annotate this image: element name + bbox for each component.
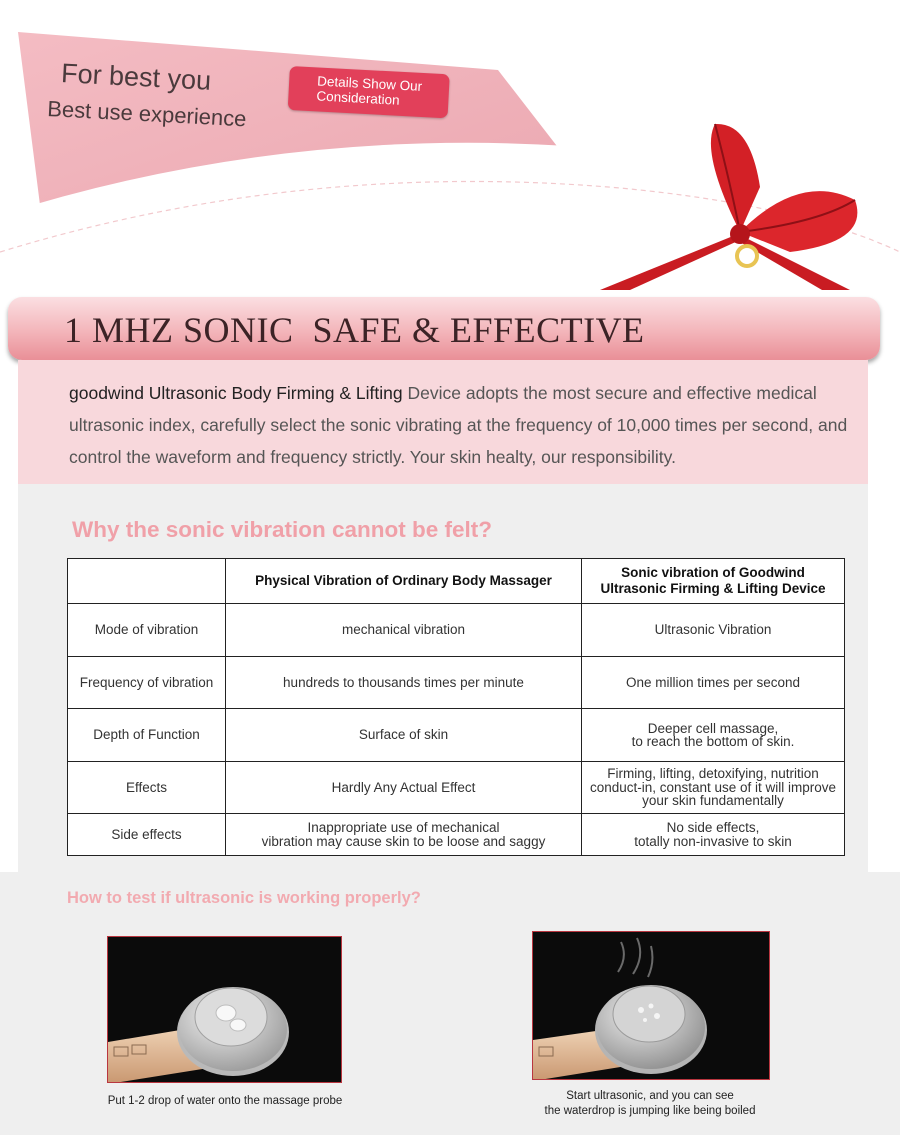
row-ordinary [226, 814, 582, 856]
table-row [68, 762, 845, 814]
details-button-line1: Details Show Our [316, 73, 423, 94]
row-label: Mode of vibration [68, 604, 226, 657]
details-button-line2: Consideration [316, 88, 401, 108]
title-bar [8, 297, 880, 360]
cell-line: Inappropriate use of mechanical [307, 820, 500, 835]
row-label: Depth of Function [68, 709, 226, 762]
cell-line: to reach the bottom of skin. [631, 734, 795, 749]
header-cell-ordinary: Physical Vibration of Ordinary Body Massager [226, 559, 582, 604]
header-cell-goodwind [582, 559, 845, 604]
row-goodwind [582, 814, 845, 856]
intro-paragraph [69, 377, 859, 473]
comparison-heading: Why the sonic vibration cannot be felt? [72, 517, 493, 542]
step2-caption-line2: the waterdrop is jumping like being boiled [544, 1105, 756, 1117]
table-header-row [68, 559, 845, 604]
row-goodwind [582, 709, 845, 762]
cell-line: Firming, lifting, detoxifying, nutrition [607, 766, 819, 782]
cell-line: Deeper cell massage, [647, 720, 779, 736]
comparison-table [67, 558, 845, 856]
step2-caption [520, 1089, 780, 1119]
page-title: 1 MHZ SONIC SAFE & EFFECTIVE [64, 310, 645, 350]
row-label: Side effects [68, 814, 226, 856]
row-ordinary: hundreds to thousands times per minute [226, 657, 582, 709]
details-button[interactable] [288, 66, 450, 118]
row-ordinary: mechanical vibration [226, 604, 582, 657]
table-row [68, 709, 845, 762]
row-label: Frequency of vibration [68, 657, 226, 709]
ribbon-bow-icon [590, 112, 880, 292]
row-goodwind [582, 762, 845, 814]
header-cell-empty [68, 559, 226, 604]
table-row [68, 604, 845, 657]
table-row [68, 657, 845, 709]
intro-brand: goodwind Ultrasonic Body Firming & Lifting [69, 383, 403, 403]
banner-line1: For best you [60, 58, 212, 96]
step2-caption-line1: Start ultrasonic, and you can see [566, 1090, 734, 1102]
header-banner [0, 0, 900, 300]
header-goodwind-line1: Sonic vibration of Goodwind [621, 565, 805, 580]
cell-line: conduct-in, constant use of it will improve [589, 779, 837, 795]
cell-line: totally non-invasive to skin [634, 833, 792, 849]
header-goodwind-line2: Ultrasonic Firming & Lifting Device [600, 581, 826, 596]
row-goodwind: Ultrasonic Vibration [582, 604, 845, 657]
row-label: Effects [68, 762, 226, 814]
intro-body: Device adopts the most secure and effective medical ultrasonic index, carefully select the sonic vibrating at the frequency of 10,000 times per second, and control the waveform and frequency strictly. Your skin healty, our responsibility. [69, 383, 848, 467]
banner-line2: Best use experience [46, 96, 248, 132]
step1-caption: Put 1-2 drop of water onto the massage probe [107, 1095, 343, 1107]
probe-boiling-photo [532, 931, 770, 1080]
probe-water-photo [107, 936, 342, 1083]
intro-section [18, 360, 868, 484]
cell-line: vibration may cause skin to be loose and saggy [261, 833, 546, 849]
cell-line: No side effects, [666, 820, 760, 835]
table-row [68, 814, 845, 856]
row-goodwind: One million times per second [582, 657, 845, 709]
cell-line: your skin fundamentally [642, 793, 784, 809]
test-heading: How to test if ultrasonic is working properly? [67, 889, 421, 907]
row-ordinary: Surface of skin [226, 709, 582, 762]
row-ordinary: Hardly Any Actual Effect [226, 762, 582, 814]
